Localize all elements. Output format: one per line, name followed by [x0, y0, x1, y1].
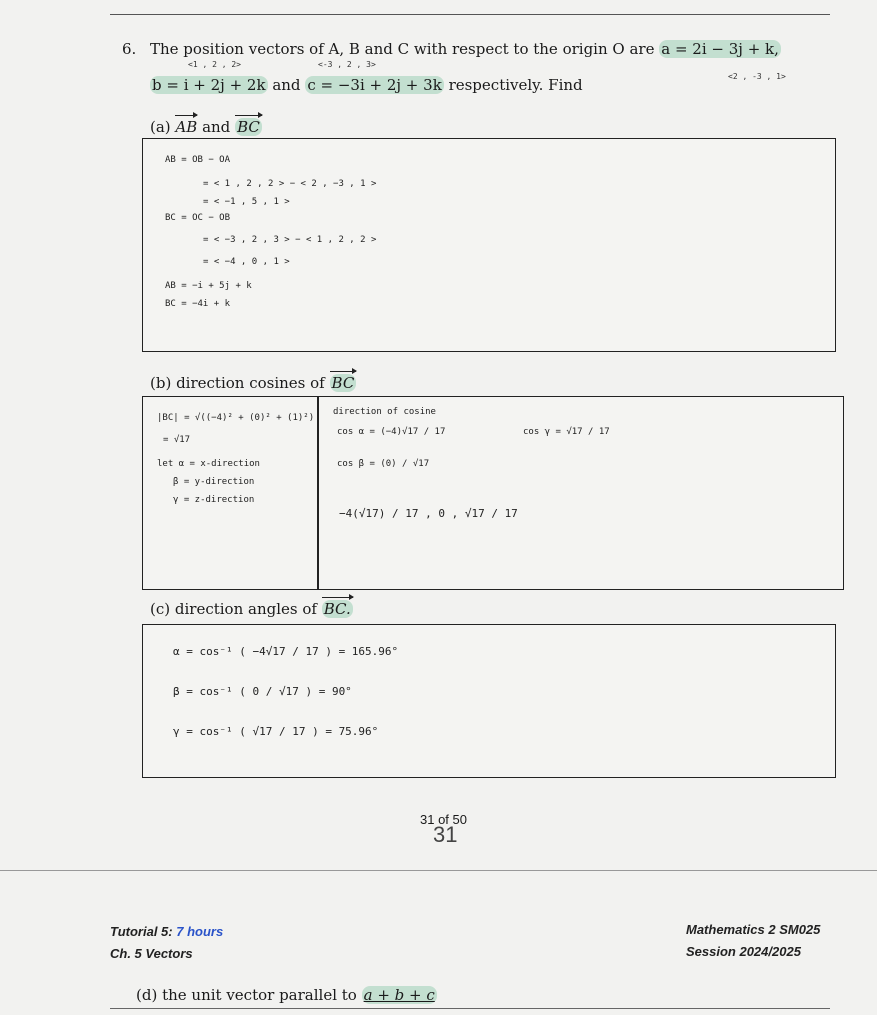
part-c-answer-box [142, 624, 836, 778]
part-a-label [150, 118, 262, 136]
top-rule [110, 14, 830, 15]
footer-course: Mathematics 2 SM025 [686, 922, 821, 937]
work-b-left-3: let α = x-direction [157, 459, 260, 469]
vector-bc-b: BC [331, 374, 355, 392]
work-a-line-4: BC = OC − OB [165, 213, 231, 223]
work-c-line-3: γ = cos⁻¹ ( √17 / 17 ) = 75.96° [173, 725, 379, 738]
work-a-line-8: BC = −4i + k [165, 299, 231, 309]
footer-chapter: Ch. 5 Vectors [110, 946, 193, 961]
bottom-rule [110, 1008, 830, 1009]
vector-c-expression: c = −3i + 2j + 3k [307, 76, 442, 94]
part-d-text: (d) the unit vector parallel to [136, 986, 357, 1004]
part-b-divider [317, 397, 319, 589]
work-b-left-2: = √17 [163, 435, 191, 445]
vector-bc: BC [237, 118, 260, 136]
work-c-line-1: α = cos⁻¹ ( −4√17 / 17 ) = 165.96° [173, 645, 399, 658]
work-b-right-2: cos α = (−4)√17 / 17 [337, 427, 446, 437]
work-b-left-4: β = y-direction [173, 477, 255, 487]
footer-tutorial-label: Tutorial 5: [110, 924, 173, 939]
part-c-text: (c) direction angles of [150, 600, 317, 618]
work-a-line-5: = < −3 , 2 , 3 > − < 1 , 2 , 2 > [203, 235, 377, 245]
part-b-label [150, 374, 356, 392]
question-line-1 [150, 40, 781, 58]
work-a-line-6: = < −4 , 0 , 1 > [203, 257, 290, 267]
question-number: 6. [122, 40, 137, 58]
work-a-line-7: AB = −i + 5j + k [165, 281, 252, 291]
vector-a-expression: a = 2i − 3j + k, [661, 40, 779, 58]
work-a-line-1: AB = OB − OA [165, 155, 231, 165]
footer-hours: 7 hours [176, 924, 224, 939]
work-a-line-2: = < 1 , 2 , 2 > − < 2 , −3 , 1 > [203, 179, 377, 189]
part-a-letter: (a) [150, 118, 171, 136]
scribble-c-components: <-3 , 2 , 3> [318, 60, 376, 69]
page-break-line [0, 870, 877, 871]
question-line-2 [150, 76, 583, 94]
work-b-left-5: γ = z-direction [173, 495, 255, 505]
work-c-line-2: β = cos⁻¹ ( 0 / √17 ) = 90° [173, 685, 352, 698]
footer-session: Session 2024/2025 [686, 944, 801, 959]
question-intro: The position vectors of A, B and C with respect to the origin O are [150, 40, 655, 58]
footer-tutorial [110, 924, 223, 939]
part-c-label [150, 600, 353, 618]
part-d-label [136, 986, 437, 1004]
part-d-expression: a + b + c [363, 986, 435, 1004]
part-b-text: (b) direction cosines of [150, 374, 325, 392]
work-b-left-1: |BC| = √((−4)² + (0)² + (1)²) [157, 413, 315, 423]
part-b-answer-box [142, 396, 844, 590]
work-b-right-3: cos γ = √17 / 17 [523, 427, 610, 437]
page-number-handwritten: 31 [433, 822, 458, 847]
work-b-right-4: cos β = (0) / √17 [337, 459, 430, 469]
vector-bc-c: BC. [323, 600, 351, 618]
work-a-line-3: = < −1 , 5 , 1 > [203, 197, 290, 207]
vector-b-expression: b = i + 2j + 2k [152, 76, 266, 94]
and-word: and [272, 76, 301, 94]
work-b-right-5: −4(√17) / 17 , 0 , √17 / 17 [339, 507, 518, 520]
part-a-and: and [202, 118, 231, 136]
vector-ab: AB [175, 118, 198, 136]
scribble-a-components: <2 , -3 , 1> [728, 72, 786, 81]
part-a-answer-box [142, 138, 836, 352]
work-b-right-1: direction of cosine [333, 407, 436, 417]
scribble-b-components: <1 , 2 , 2> [188, 60, 241, 69]
page-number: 31 of 50 [420, 812, 467, 827]
question-tail: respectively. Find [448, 76, 583, 94]
